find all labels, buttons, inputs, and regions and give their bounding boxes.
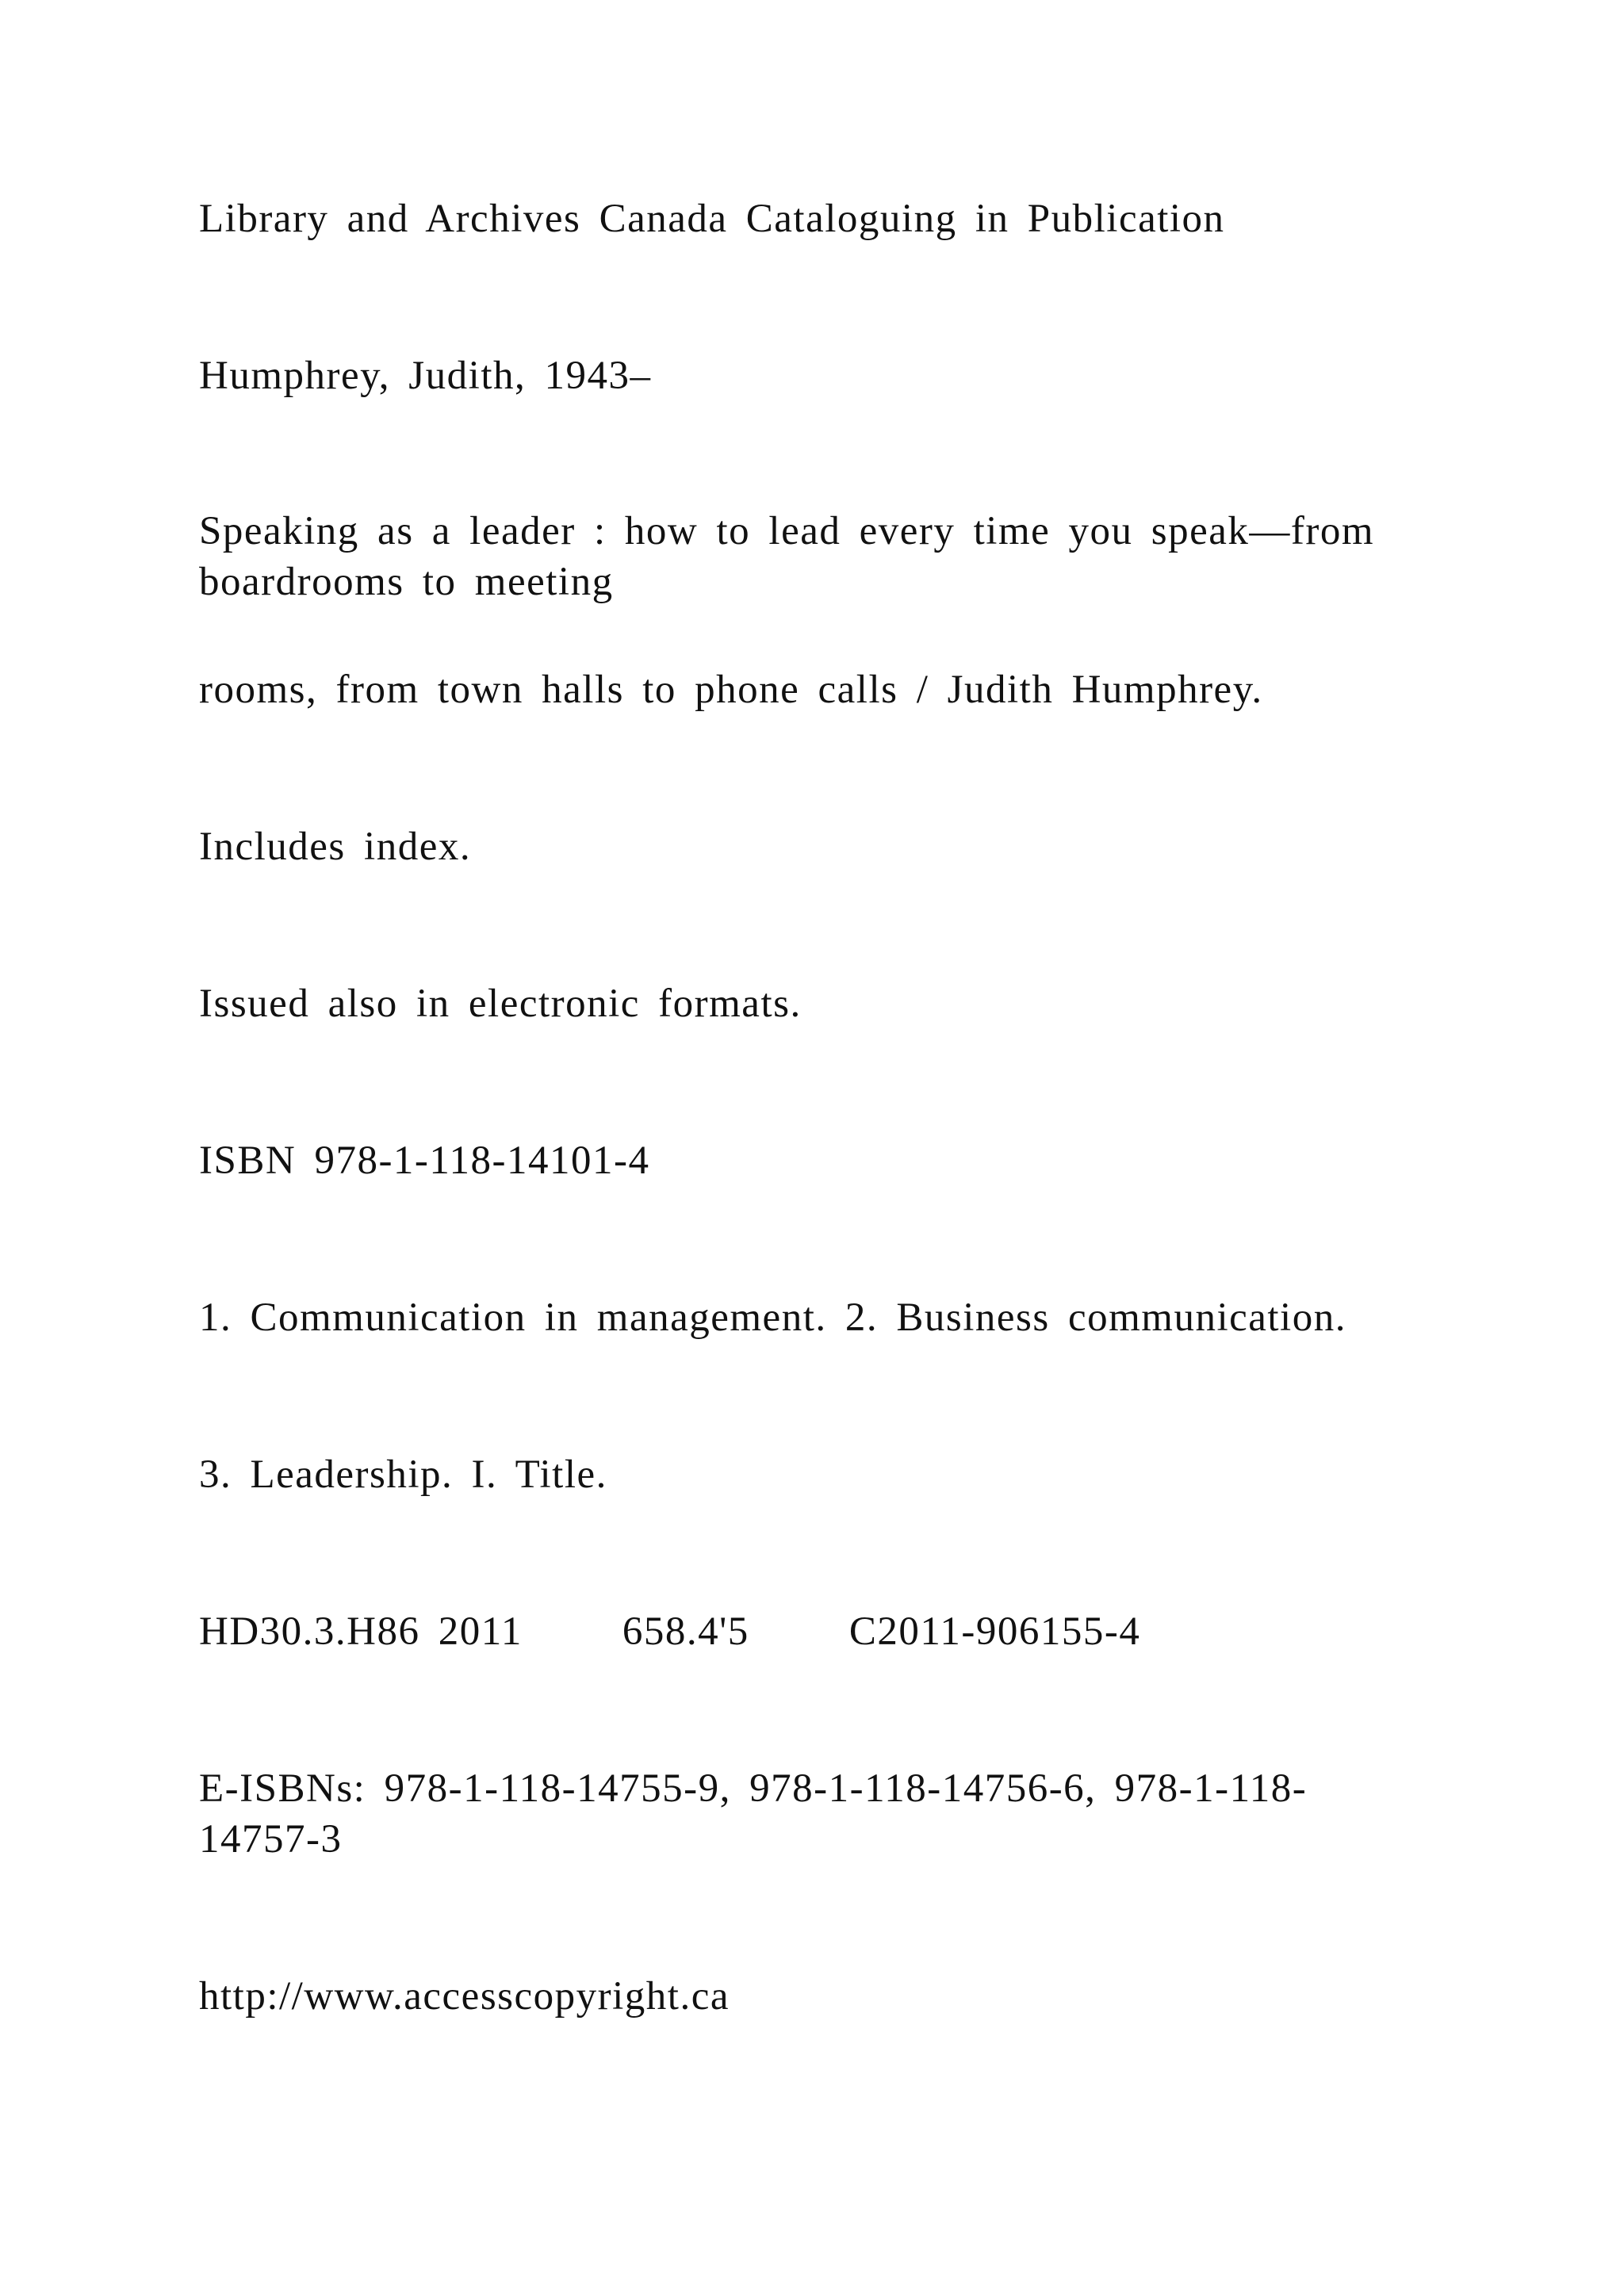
classification-row bbox=[199, 1606, 1420, 1657]
subject-headings-line2: 3. Leadership. I. Title. bbox=[199, 1452, 607, 1497]
subject-headings-line1: 1. Communication in management. 2. Business communication. bbox=[199, 1295, 1346, 1340]
title-statement-line1: Speaking as a leader : how to lead every time you speak—from boardrooms to meeting bbox=[199, 509, 1375, 604]
note-includes-index: Includes index. bbox=[199, 825, 472, 869]
eisbn-entry: E-ISBNs: 978-1-118-14755-9, 978-1-118-14756-6, 978-1-118-14757-3 bbox=[199, 1766, 1308, 1862]
access-copyright-link[interactable]: http://www.accesscopyright.ca bbox=[199, 1974, 730, 2019]
cip-number: C2011-906155-4 bbox=[848, 1609, 1141, 1654]
note-electronic-formats: Issued also in electronic formats. bbox=[199, 982, 802, 1026]
title-statement-line2: rooms, from town halls to phone calls / Judith Humphrey. bbox=[199, 668, 1263, 712]
isbn-entry: ISBN 978-1-118-14101-4 bbox=[199, 1138, 650, 1183]
author-entry: Humphrey, Judith, 1943– bbox=[199, 354, 652, 398]
cip-heading: Library and Archives Canada Cataloguing in Publication bbox=[199, 197, 1225, 241]
lc-call-number: HD30.3.H86 2011 bbox=[199, 1609, 523, 1654]
dewey-number: 658.4'5 bbox=[622, 1609, 749, 1654]
